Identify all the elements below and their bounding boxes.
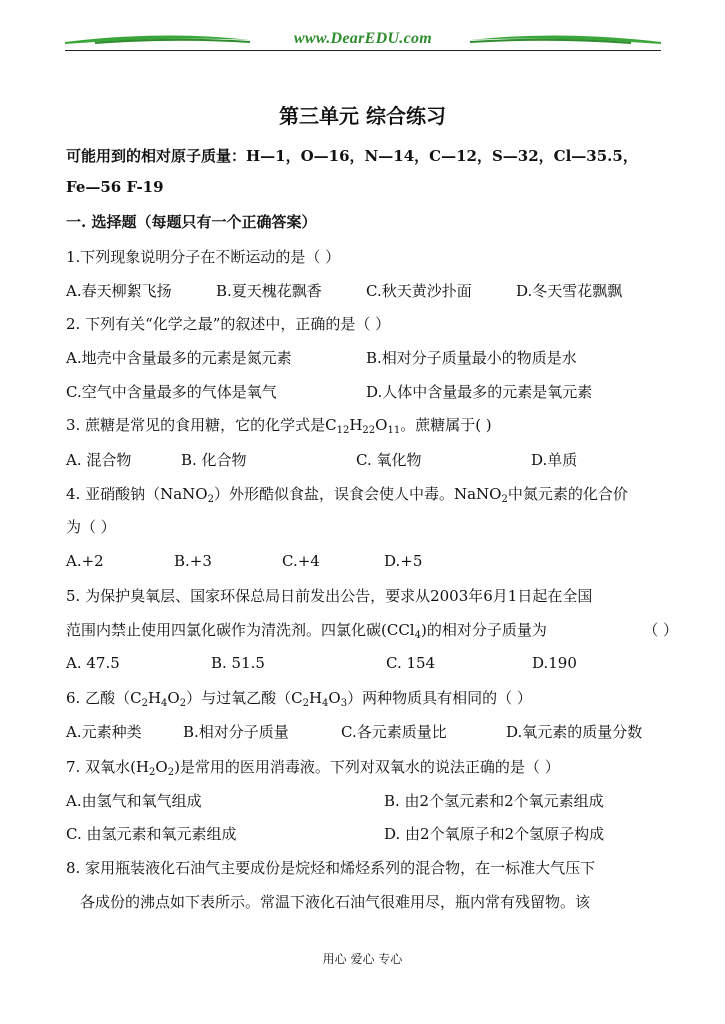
option-d: D.190: [532, 654, 577, 672]
option-d: D. 由2个氧原子和2个氢原子构成: [384, 825, 605, 843]
atomic-mass-line-2: Fe—56 F-19: [66, 178, 164, 196]
option-c: C.各元素质量比: [341, 723, 447, 741]
option-d: D.冬天雪花飘飘: [516, 282, 623, 300]
stem-text: 3. 蔗糖是常见的食用糖，它的化学式是: [66, 416, 326, 434]
option-a: A.春天柳絮飞扬: [66, 282, 172, 300]
option-c: C. 氧化物: [356, 451, 422, 469]
option-c: C.+4: [282, 552, 320, 570]
question-1-stem: 1.下列现象说明分子在不断运动的是（ ）: [66, 248, 341, 266]
question-6-stem: 6. 乙酸$(C_2H_4O_2)$与过氧乙酸$(C_2H_4O_3)$两种物质具有相同的（ ）: [66, 689, 532, 709]
option-b: B.+3: [174, 552, 212, 570]
option-b: B. 由2个氢元素和2个氧元素组成: [384, 792, 604, 810]
option-b: B. 化合物: [181, 451, 247, 469]
page-footer: 用心 爱心 专心: [322, 952, 403, 966]
question-4-stem-cont: 为（ ）: [66, 518, 116, 536]
stem-text-end: 。蔗糖属于( ): [400, 416, 492, 434]
site-url[interactable]: www.DearEDU.com: [293, 30, 433, 47]
option-d: D.单质: [531, 451, 578, 469]
question-5-stem-cont: 范围内禁止使用四氯化碳作为清洗剂。四氯化碳(CCl$_4$)的相对分子质量为 （ ）: [66, 621, 678, 641]
question-4-stem: 4. 亚硝酸钠（NaNO$_2$）外形酷似食盐，误食会使人中毒。NaNO$_2$中氮元素的化合价: [66, 485, 628, 505]
option-a: A.+2: [66, 552, 104, 570]
option-c: C.空气中含量最多的气体是氧气: [66, 383, 277, 401]
question-3-stem: [66, 414, 492, 435]
sucrose-formula: $C_{12}H_{22}O_{11}$: [325, 416, 401, 436]
option-b: B.夏天槐花飘香: [216, 282, 322, 300]
option-d: D.人体中含量最多的元素是氧元素: [366, 383, 593, 401]
atomic-mass-line-1: 可能用到的相对原子质量：H—1，O—16，N—14，C—12，S—32，Cl—35.5，: [66, 147, 638, 165]
question-5-stem: 5. 为保护臭氧层、国家环保总局日前发出公告，要求从2003年6月1日起在全国: [66, 587, 593, 605]
option-c: C.秋天黄沙扑面: [366, 282, 472, 300]
option-d: D.+5: [384, 552, 423, 570]
option-a: A.由氢气和氧气组成: [66, 792, 202, 810]
option-c: C. 由氢元素和氧元素组成: [66, 825, 237, 843]
site-header-banner: [65, 28, 661, 56]
page-title: 第三单元 综合练习: [279, 104, 446, 128]
question-2-stem: 2. 下列有关“化学之最”的叙述中，正确的是（ ）: [66, 315, 391, 333]
option-a: A.元素种类: [66, 723, 142, 741]
option-a: A.地壳中含量最多的元素是氮元素: [66, 349, 292, 367]
option-a: A. 47.5: [66, 654, 120, 672]
option-b: B.相对分子质量: [183, 723, 289, 741]
option-a: A. 混合物: [66, 451, 132, 469]
question-8-stem: 8. 家用瓶装液化石油气主要成份是烷烃和烯烃系列的混合物，在一标准大气压下: [66, 859, 596, 877]
option-b: B.相对分子质量最小的物质是水: [366, 349, 577, 367]
option-d: D.氧元素的质量分数: [506, 723, 643, 741]
header-divider: [65, 50, 661, 51]
section-heading: 一. 选择题（每题只有一个正确答案）: [66, 213, 317, 231]
option-b: B. 51.5: [211, 654, 265, 672]
question-8-stem-cont: 各成份的沸点如下表所示。常温下液化石油气很难用尽，瓶内常有残留物。该: [80, 893, 591, 911]
option-c: C. 154: [386, 654, 436, 672]
question-7-stem: 7. 双氧水$(H_2O_2)$是常用的医用消毒液。下列对双氧水的说法正确的是（ ）: [66, 758, 560, 778]
